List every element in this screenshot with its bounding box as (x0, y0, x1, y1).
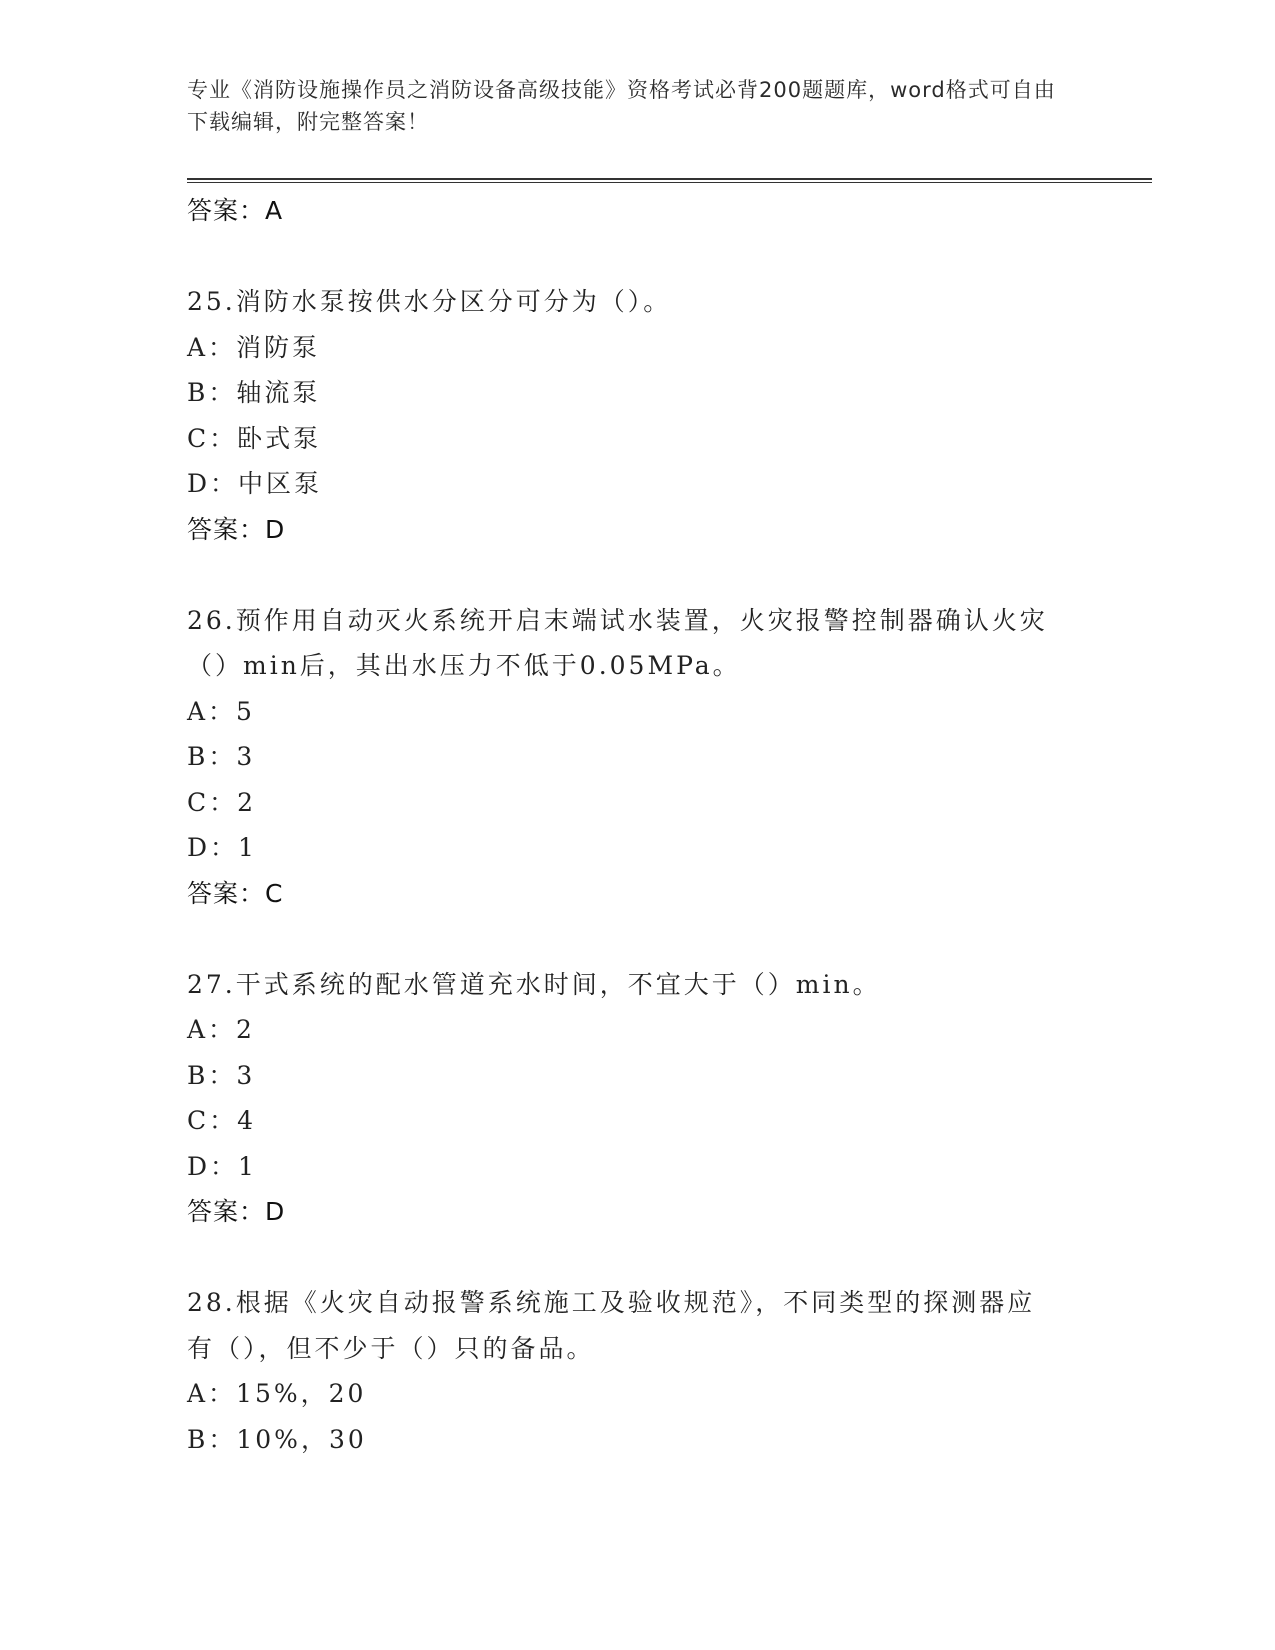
answer-line: 答案：D (187, 514, 286, 544)
option-a: A：15%，20 (187, 1379, 367, 1408)
option-a: A：消防泵 (187, 332, 321, 362)
option-a: A：5 (187, 696, 255, 726)
document-header: 专业《消防设施操作员之消防设备高级技能》资格考试必背200题题库，word格式可自由下载编辑，附完整答案！ (187, 78, 1056, 134)
header-divider (187, 178, 1152, 183)
spacer (187, 234, 1087, 280)
option-b: B：3 (187, 1060, 256, 1090)
spacer (187, 1235, 1087, 1281)
option-d: D：1 (187, 1151, 257, 1181)
option-a: A：2 (187, 1015, 255, 1044)
option-b: B：轴流泵 (187, 378, 321, 407)
question-block (187, 598, 1087, 917)
answer-line: 答案：C (187, 878, 284, 908)
question-block (187, 962, 1087, 1235)
question-text: 27.干式系统的配水管道充水时间，不宜大于（）min。 (187, 969, 881, 999)
option-c: C：2 (187, 787, 257, 817)
answer-line: 答案：D (187, 1197, 286, 1226)
question-text: 28.根据《火灾自动报警系统施工及验收规范》，不同类型的探测器应 (187, 1288, 1036, 1317)
question-text-continued: 有（），但不少于（）只的备品。 (187, 1333, 595, 1363)
option-c: C：卧式泵 (187, 423, 322, 453)
question-text: 26.预作用自动灭火系统开启末端试水装置，火灾报警控制器确认火灾 (187, 605, 1048, 635)
option-c: C：4 (187, 1106, 257, 1135)
option-b: B：10%，30 (187, 1424, 367, 1454)
spacer (187, 916, 1087, 962)
document-body (187, 188, 1087, 1462)
question-block (187, 279, 1087, 552)
spacer (187, 552, 1087, 598)
question-text-continued: （）min后，其出水压力不低于0.05MPa。 (187, 651, 741, 680)
option-b: B：3 (187, 742, 256, 771)
question-block (187, 1280, 1087, 1462)
question-text: 25.消防水泵按供水分区分可分为（）。 (187, 287, 672, 316)
option-d: D：中区泵 (187, 469, 323, 498)
option-d: D：1 (187, 833, 257, 862)
answer-line: 答案：A (187, 196, 284, 225)
